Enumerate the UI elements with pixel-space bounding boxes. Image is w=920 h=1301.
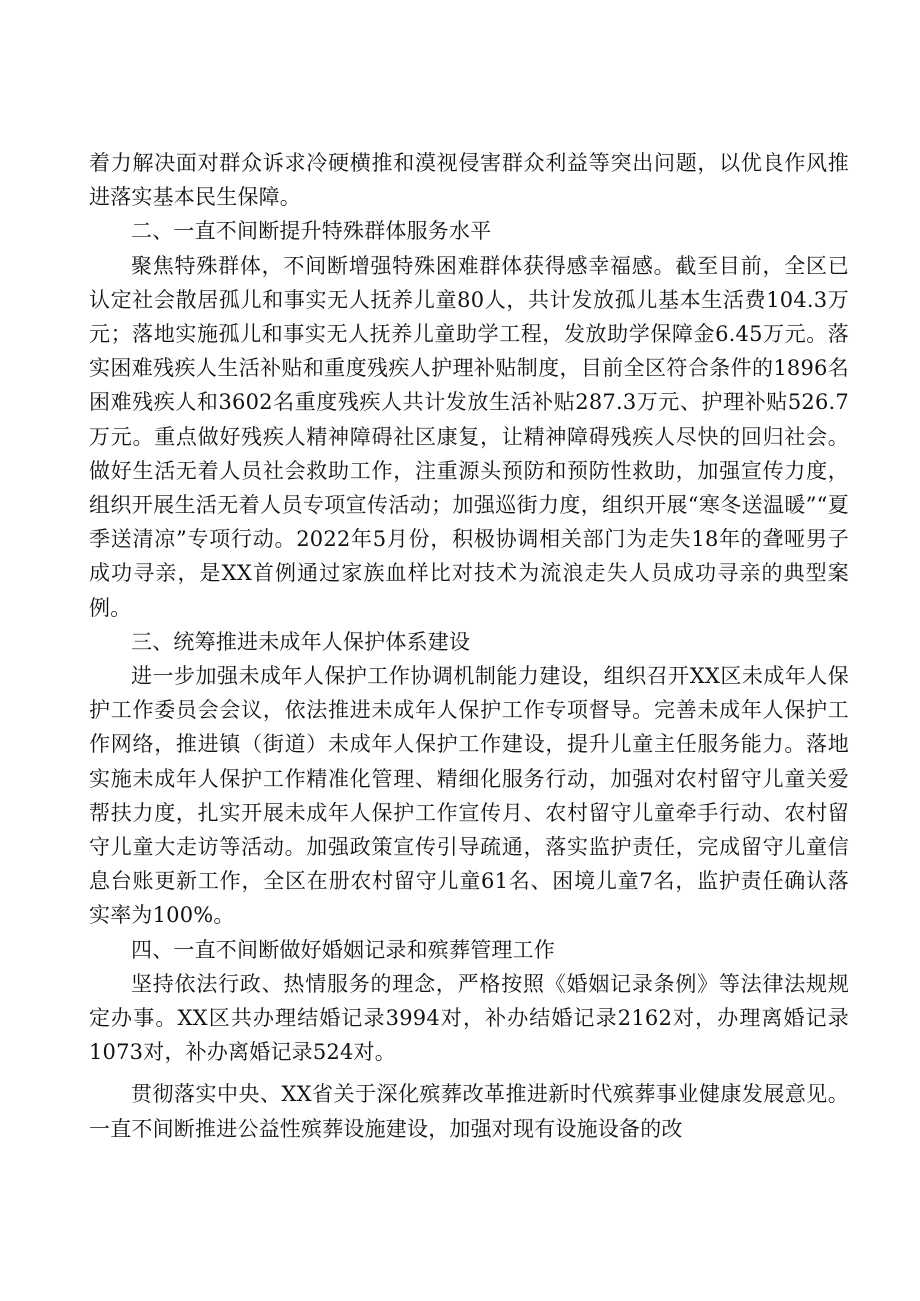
section-4-paragraph-2: 贯彻落实中央、XX省关于深化殡葬改革推进新时代殡葬事业健康发展意见。一直不间断推进公益性殡葬设施建设，加强对现有设施设备的改 <box>89 1082 849 1141</box>
section-heading-2: 二、一直不间断提升特殊群体服务水平 <box>131 219 492 244</box>
paragraph-gap <box>89 1069 849 1077</box>
intro-paragraph: 着力解决面对群众诉求冷硬横推和漠视侵害群众利益等突出问题，以优良作风推进落实基本民生保障。 <box>89 151 849 210</box>
section-3-paragraph: 进一步加强未成年人保护工作协调机制能力建设，组织召开XX区未成年人保护工作委员会会议，依法推进未成年人保护工作专项督导。完善未成年人保护工作网络，推进镇（街道）未成年人保护工作建设，提升儿童主任服务能力。落地实施未成年人保护工作精准化管理、精细化服务行动，加强对农村留守儿童关爱帮扶力度，扎实开展未成年人保护工作宣传月、农村留守儿童牵手行动、农村留守儿童大走访等活动。加强政策宣传引导疏通，落实监护责任，完成留守儿童信息台账更新工作，全区在册农村留守儿童61名、困境儿童7名，监护责任确认落实率为100%。 <box>89 664 849 928</box>
section-heading-4: 四、一直不间断做好婚姻记录和殡葬管理工作 <box>131 937 555 962</box>
section-heading-3: 三、统筹推进未成年人保护体系建设 <box>131 629 471 654</box>
section-2-paragraph: 聚焦特殊群体，不间断增强特殊困难群体获得感幸福感。截至目前，全区已认定社会散居孤儿和事实无人抚养儿童80人，共计发放孤儿基本生活费104.3万元；落地实施孤儿和事实无人抚养儿童助学工程，发放助学保障金6.45万元。落实困难残疾人生活补贴和重度残疾人护理补贴制度，目前全区符合条件的1896名困难残疾人和3602名重度残疾人共计发放生活补贴287.3万元、护理补贴526.7万元。重点做好残疾人精神障碍社区康复，让精神障碍残疾人尽快的回归社会。做好生活无着人员社会救助工作，注重源头预防和预防性救助，加强宣传力度，组织开展生活无着人员专项宣传活动；加强巡街力度，组织开展“寒冬送温暖”“夏季送清凉”专项行动。2022年5月份，积极协调相关部门为走失18年的聋哑男子成功寻亲，是XX首例通过家族血样比对技术为流浪走失人员成功寻亲的典型案例。 <box>89 253 849 620</box>
section-4-paragraph-1: 坚持依法行政、热情服务的理念，严格按照《婚姻记录条例》等法律法规规定办事。XX区共办理结婚记录3994对，补办结婚记录2162对，办理离婚记录1073对，补办离婚记录524对。 <box>89 971 849 1065</box>
document-page <box>89 146 849 1146</box>
